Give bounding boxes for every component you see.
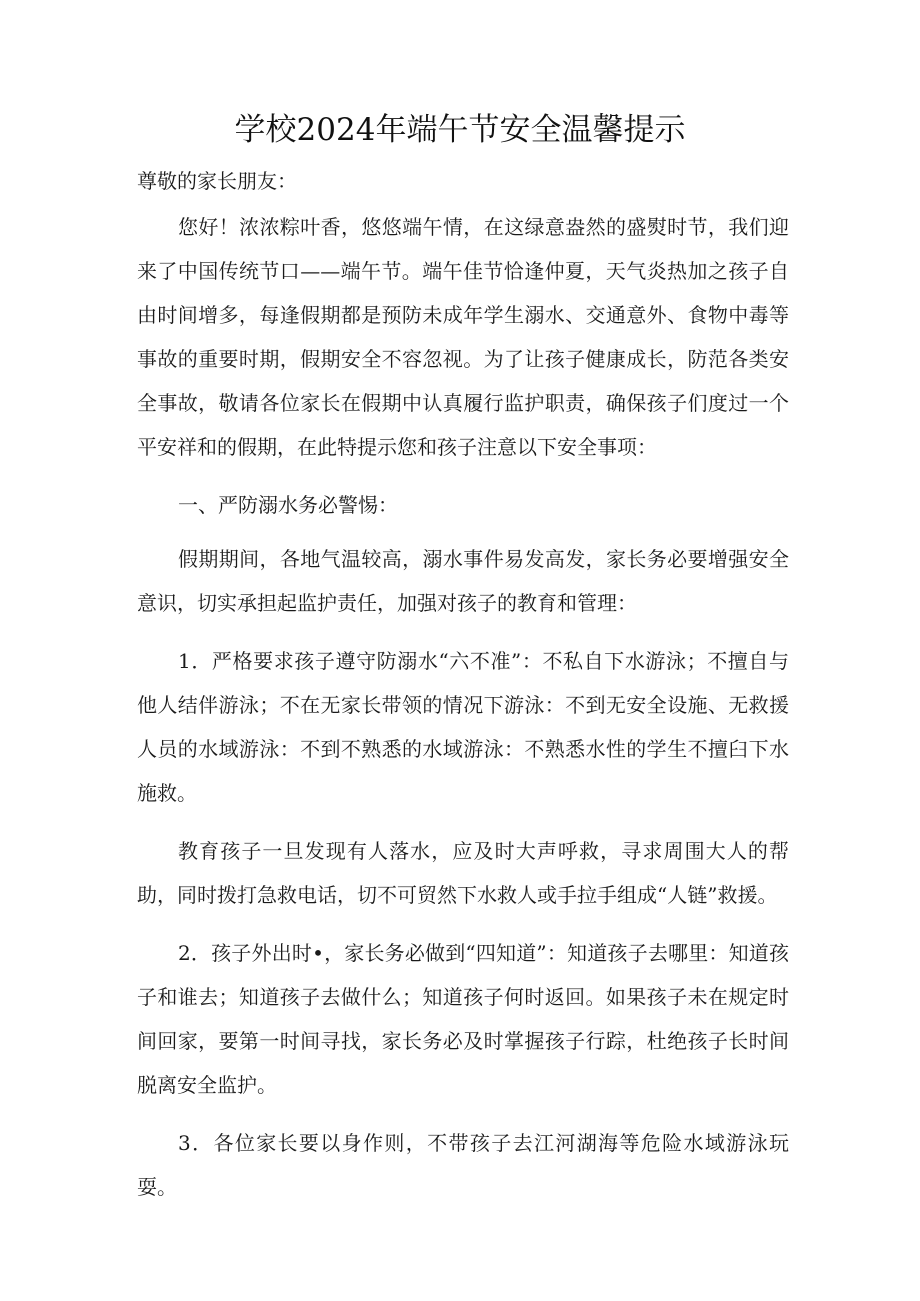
intro-paragraph: 您好！浓浓粽叶香，悠悠端午情，在这绿意盎然的盛熨时节，我们迎来了中国传统节口——端午节。端午佳节恰逢仲夏，天气炎热加之孩子自由时间增多，每逢假期都是预防未成年学生溺水、交通意外、食物中毒等事故的重要时期，假期安全不容忽视。为了让孩子健康成长，防范各类安全事故，敬请各位家长在假期中认真履行监护职责，确保孩子们度过一个平安祥和的假期，在此特提示您和孩子注意以下安全事项： <box>137 215 789 459</box>
greeting-line: 尊敬的家长朋友： <box>137 169 297 193</box>
paragraph-drowning-overview: 假期期间，各地气温较高，溺水事件易发高发，家长务必要增强安全意识，切实承担起监护责任，加强对孩子的教育和管理： <box>137 547 789 615</box>
document-title: 学校2024年端午节安全温馨提示 <box>234 112 686 148</box>
section-heading-drowning: 一、严防溺水务必警惕： <box>178 493 398 517</box>
paragraph-rescue-advice: 教育孩子一旦发现有人落水，应及时大声呼救，寻求周围大人的帮助，同时拨打急救电话，切不可贸然下水救人或手拉手组成“人链”救援。 <box>137 839 789 907</box>
document-body <box>137 205 789 1223</box>
paragraph-item-3: 3．各位家长要以身作则，不带孩子去江河湖海等危险水域游泳玩耍。 <box>137 1131 789 1199</box>
paragraph-item-1: 1．严格要求孩子遵守防溺水“六不准”：不私自下水游泳；不擅自与他人结伴游泳；不在无家长带领的情况下游泳：不到无安全设施、无救援人员的水域游泳：不到不熟悉的水域游泳：不熟悉水性的学生不擅臼下水施救。 <box>137 649 789 805</box>
paragraph-item-2: 2．孩子外出时•，家长务必做到“四知道”：知道孩子去哪里：知道孩子和谁去；知道孩子去做什么；知道孩子何时返回。如果孩子未在规定时间回家，要第一时间寻找，家长务必及时掌握孩子行踪，杜绝孩子长时间脱离安全监护。 <box>137 941 789 1097</box>
